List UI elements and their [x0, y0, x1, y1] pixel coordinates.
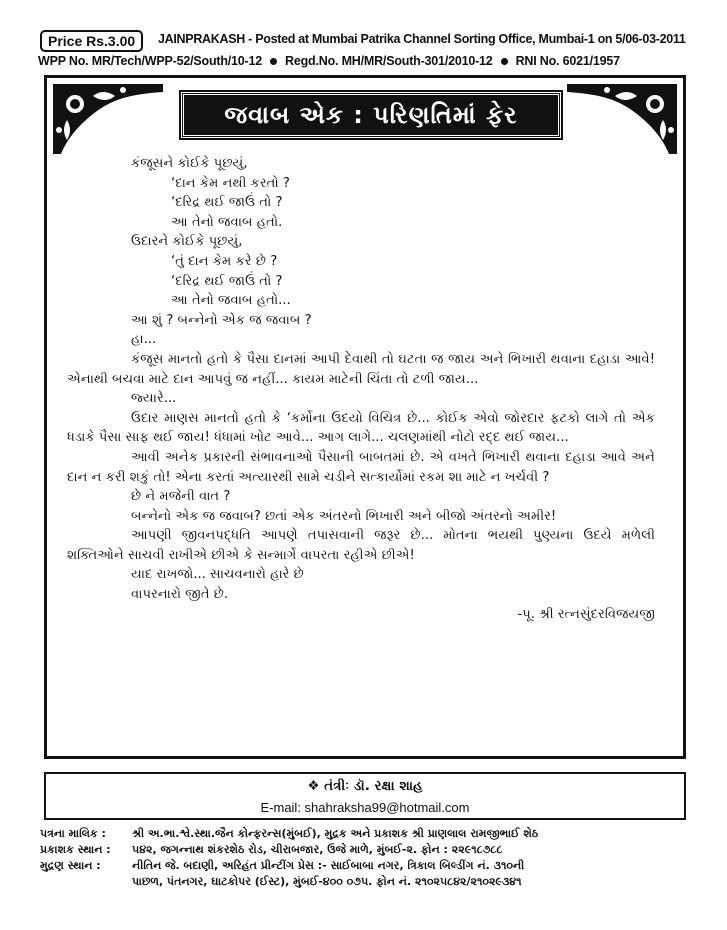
rni-number: RNI No. 6021/1957: [515, 54, 620, 68]
article-paragraph: છે ને મજેની વાત ?: [131, 489, 231, 505]
bullet-icon: [501, 58, 508, 65]
article-paragraph: હા...: [131, 332, 157, 348]
article-paragraph: ‘દરિદ્ર થઈ જાઉં તો ?: [171, 273, 283, 289]
article-paragraph: ઉદારને કોઈકે પૂછયું,: [131, 234, 243, 250]
article-paragraph: કંજૂસને કોઈકે પૂછયું,: [131, 156, 248, 171]
publisher-row-value: નીતિન જે. બદાણી, અરિહંત પ્રીન્ટીંગ પ્રેસ :- સાઈબાબા નગર, ત્રિકાલ બિલ્ડીંગ નં. ૩૧૦ની: [132, 859, 525, 872]
publisher-info: [40, 826, 700, 890]
article-body: [67, 154, 655, 624]
article-paragraph: વાપરનારો જીતે છે.: [131, 587, 229, 603]
publisher-row: [40, 858, 700, 874]
publisher-row-label: પ્રકાશક સ્થાન :: [40, 843, 111, 856]
article-paragraph: ‘તું દાન કેમ કરે છે ?: [171, 253, 278, 269]
article-frame: [44, 75, 686, 759]
bullet-icon: [270, 58, 277, 65]
article-paragraph: આપણી જીવનપદ્ધતિ આપણે તપાસવાની જરૂર છે... મોતના ભયથી પુણ્યના ઉદયે મળેલી શક્તિઓને સાચવી રાખીએ છીએ કે સન્માર્ગે વાપરતા રહીએ છીએ!: [67, 528, 655, 563]
publisher-row: [40, 874, 700, 890]
publisher-row: [40, 842, 700, 858]
article-paragraph: બન્નેનો એક જ જવાબ? છતાં એક અંતરનો ભિખારી અને બીજો અંતરનો અમીર!: [131, 508, 557, 524]
floral-corner-left-icon: [53, 84, 163, 154]
article-title: જવાબ એક : પરિણતિમાં ફેર: [181, 92, 561, 138]
article-signature: -પૂ. શ્રી રત્નસુંદરવિજયજી: [517, 606, 655, 622]
article-paragraph: આ તેનો જવાબ હતો.: [171, 214, 283, 230]
publisher-row: [40, 826, 700, 842]
publisher-row-label: મુદ્રણ સ્થાન :: [40, 859, 101, 872]
article-paragraph: આ તેનો જવાબ હતો...: [171, 293, 291, 309]
article-paragraph: યાદ રાખજો... સાચવનારો હારે છે: [131, 567, 304, 583]
masthead-line-2: [38, 54, 718, 68]
article-paragraph: કંજૂસ માનતો હતો કે પૈસા દાનમાં આપી દેવાથી તો ઘટતા જ જાય અને ભિખારી થવાના દહાડા આવે! એનાથી બચવા માટે દાન આપવું જ નહીં... કાયમ માટેની ચિંતા તો ટળી જાય...: [67, 351, 655, 387]
article-paragraph: આવી અનેક પ્રકારની સંભાવનાઓ પૈસાની બાબતમાં છે. એ વખતે ભિખારી થવાના દહાડા આવે અને દાન ન કરી શકું તો! એના કરતાં અત્યારથી સામે ચડીને સત્કાર્યોમાં રકમ શા માટે ન ખર્ચવી ?: [67, 449, 655, 485]
article-paragraph: ‘દાન કેમ નથી કરતો ?: [171, 175, 290, 191]
editor-email[interactable]: E-mail: shahraksha99@hotmail.com: [260, 800, 470, 815]
article-paragraph: ઉદાર માણસ માનતો હતો કે ‘કર્મોના ઉદયો વિચિત્ર છે... કોઈક એવો જોરદાર ફટકો લાગે તો એક ધડાકે પૈસા સાફ થઈ જાય! ધંધામાં ખોટ આવે... આગ લાગે... ચલણમાંથી નોટો રદ્દ થઈ જાય...: [67, 410, 655, 446]
article-paragraph: આ શું ? બન્નેનો એક જ જવાબ ?: [131, 312, 312, 328]
editor-name: ❖ તંત્રીઃ ડૉ. રક્ષા શાહ: [307, 778, 423, 794]
editor-box: [44, 772, 686, 820]
publisher-row-label: પત્રના માલિક :: [40, 827, 106, 840]
publisher-row-label: [40, 874, 132, 890]
floral-corner-right-icon: [567, 84, 677, 154]
regd-number: Regd.No. MH/MR/South-301/2010-12: [285, 54, 493, 68]
price-label: Price Rs.3.00: [40, 30, 143, 52]
publisher-row-value: પાછળ, પંતનગર, ઘાટકોપર (ઈસ્ટ), મુંબઈ-૪૦૦ ૦૭૫. ફોન નં. ૨૧૦૨૫૮૪૨/૨૧૦૨૯૩૪૧: [132, 875, 522, 888]
article-paragraph: ‘દરિદ્ર થઈ જાઉં તો ?: [171, 195, 283, 211]
posting-info: JAINPRAKASH - Posted at Mumbai Patrika Channel Sorting Office, Mumbai-1 on 5/06-03-2011: [158, 32, 686, 46]
publisher-row-value: શ્રી અ.ભા.શ્વે.સ્થા.જૈન કોન્ફરન્સ(મુંબઈ), મુદ્રક અને પ્રકાશક શ્રી પ્રાણલાલ રામજીભાઈ શેઠ: [132, 827, 539, 840]
article-paragraph: જ્યારે...: [131, 391, 177, 407]
wpp-number: WPP No. MR/Tech/WPP-52/South/10-12: [38, 54, 263, 68]
masthead-line-1: [40, 30, 720, 52]
publisher-row-value: ૫૪૨, જગન્નાથ શંકરશેઠ રોડ, ચીરાબજાર, ઉજે માળે, મુંબઈ-૨. ફોન : ૨૨૯૧૮૭૮૮: [132, 843, 503, 856]
